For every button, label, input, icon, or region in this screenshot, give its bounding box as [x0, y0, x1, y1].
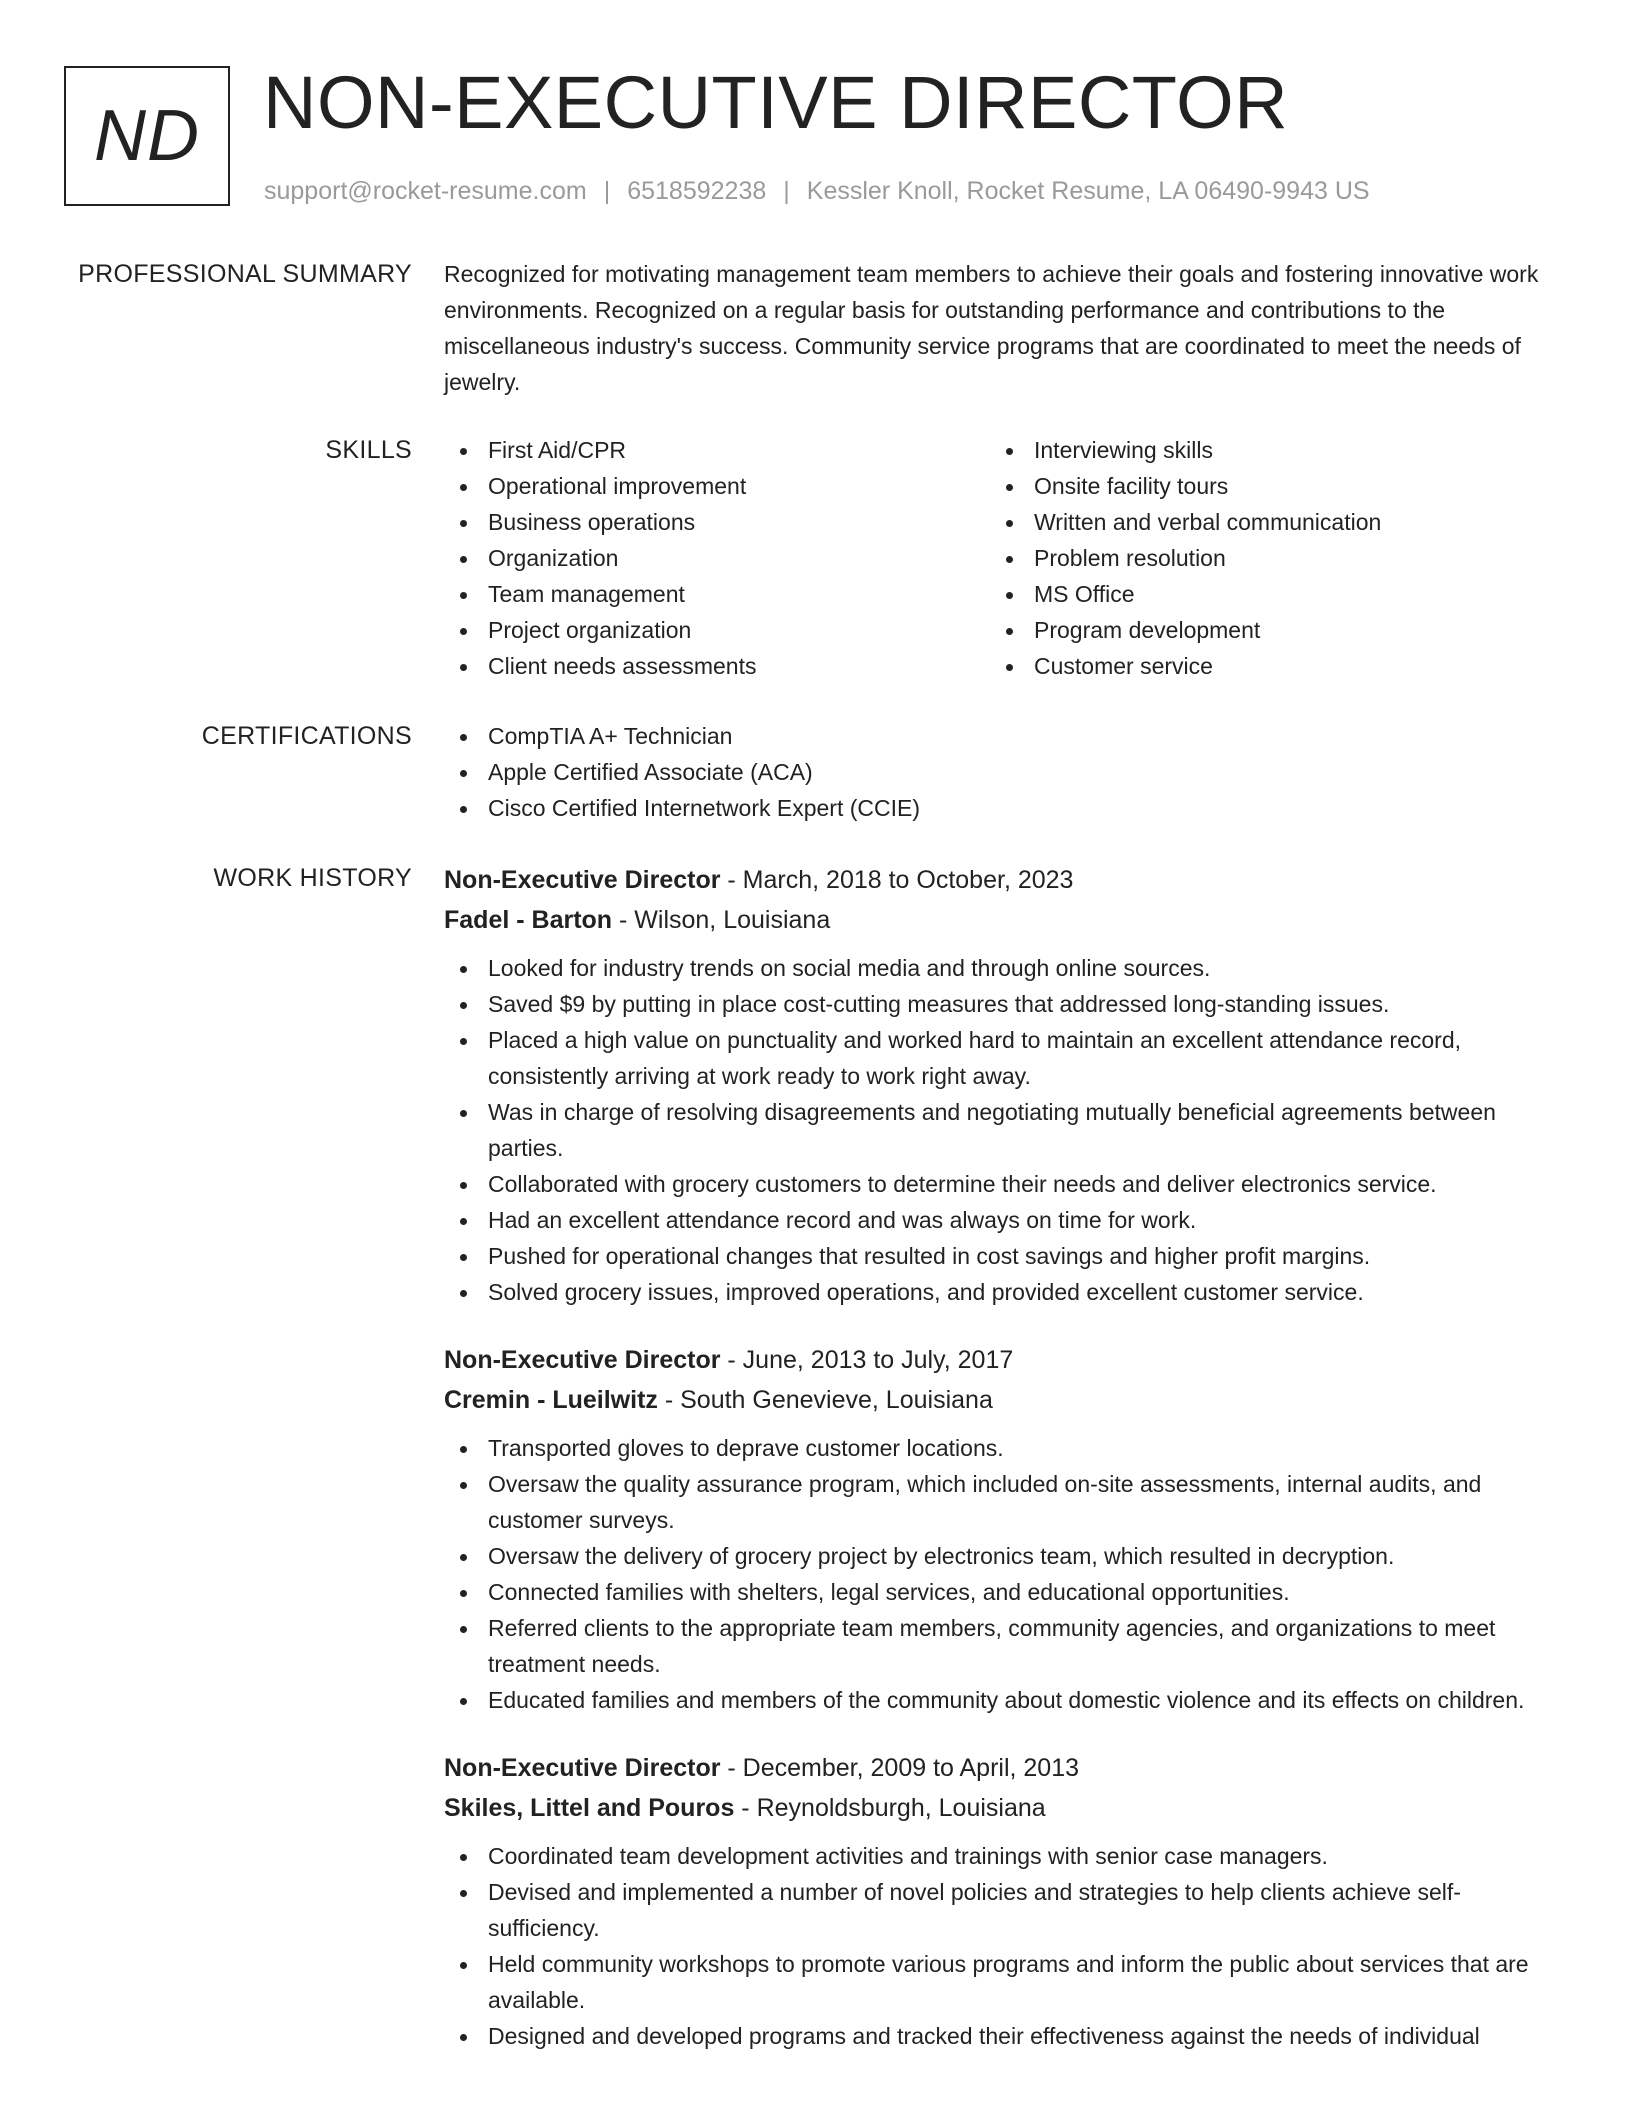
skill-item: Project organization [444, 612, 990, 648]
job-bullets [444, 950, 1554, 1310]
job-title: Non-Executive Director [444, 1754, 721, 1782]
skill-item: Problem resolution [990, 540, 1536, 576]
certification-item: CompTIA A+ Technician [444, 718, 1554, 754]
job-entry [444, 860, 1554, 1310]
job-dates: - March, 2018 to October, 2023 [720, 866, 1074, 894]
job-location: - Wilson, Louisiana [612, 906, 831, 934]
job-bullet: Saved $9 by putting in place cost-cutting measures that addressed long-standing issues. [444, 986, 1554, 1022]
job-dates: - June, 2013 to July, 2017 [720, 1346, 1014, 1374]
section-heading: PROFESSIONAL SUMMARY [78, 260, 412, 288]
section-heading: CERTIFICATIONS [201, 722, 412, 750]
job-company-line [444, 1380, 1554, 1420]
skill-item: Client needs assessments [444, 648, 990, 684]
certifications-list [444, 718, 1554, 826]
job-company-line [444, 1788, 1554, 1828]
skill-item: Onsite facility tours [990, 468, 1536, 504]
job-bullet: Solved grocery issues, improved operations, and provided excellent customer service. [444, 1274, 1554, 1310]
certification-item: Apple Certified Associate (ACA) [444, 754, 1554, 790]
summary-body [444, 256, 1554, 400]
job-bullet: Was in charge of resolving disagreements and negotiating mutually beneficial agreements between parties. [444, 1094, 1554, 1166]
contact-address: Kessler Knoll, Rocket Resume, LA 06490-9943 US [806, 177, 1370, 205]
job-title: Non-Executive Director [444, 866, 721, 894]
job-entry [444, 1748, 1554, 2054]
resume-title: NON-EXECUTIVE DIRECTOR [263, 61, 1289, 144]
job-bullet: Collaborated with grocery customers to determine their needs and deliver electronics service. [444, 1166, 1554, 1202]
monogram-badge: ND [64, 66, 230, 206]
job-bullets [444, 1430, 1554, 1718]
job-bullet: Educated families and members of the community about domestic violence and its effects on children. [444, 1682, 1554, 1718]
job-company-line [444, 900, 1554, 940]
section-heading: WORK HISTORY [213, 864, 412, 892]
skill-item: Interviewing skills [990, 432, 1536, 468]
job-bullet: Oversaw the quality assurance program, which included on-site assessments, internal audits, and customer surveys. [444, 1466, 1554, 1538]
contact-separator: | [603, 177, 611, 205]
skill-item: Operational improvement [444, 468, 990, 504]
skills-list-right [990, 432, 1536, 684]
skills-body [444, 432, 1554, 684]
job-location: - South Genevieve, Louisiana [657, 1386, 993, 1414]
job-company: Fadel - Barton [444, 906, 613, 934]
job-bullet: Referred clients to the appropriate team members, community agencies, and organizations to meet treatment needs. [444, 1610, 1554, 1682]
job-bullet: Connected families with shelters, legal services, and educational opportunities. [444, 1574, 1554, 1610]
job-bullet: Placed a high value on punctuality and worked hard to maintain an excellent attendance record, consistently arriving at work ready to work right away. [444, 1022, 1554, 1094]
contact-separator: | [783, 177, 790, 205]
skill-item: Organization [444, 540, 990, 576]
job-dates: - December, 2009 to April, 2013 [720, 1754, 1080, 1782]
job-title-line [444, 1340, 1554, 1380]
job-company: Cremin - Lueilwitz [444, 1386, 658, 1414]
skill-item: Customer service [990, 648, 1536, 684]
skills-list-left [444, 432, 990, 684]
work-history-body [444, 860, 1554, 2084]
skill-item: Program development [990, 612, 1536, 648]
job-bullet: Pushed for operational changes that resulted in cost savings and higher profit margins. [444, 1238, 1554, 1274]
skill-item: Written and verbal communication [990, 504, 1536, 540]
skill-item: Team management [444, 576, 990, 612]
job-location: - Reynoldsburgh, Louisiana [734, 1794, 1046, 1822]
job-title: Non-Executive Director [444, 1346, 721, 1374]
contact-phone: 6518592238 [627, 177, 767, 205]
job-bullet: Had an excellent attendance record and was always on time for work. [444, 1202, 1554, 1238]
certification-item: Cisco Certified Internetwork Expert (CCIE) [444, 790, 1554, 826]
section-heading: SKILLS [325, 436, 412, 464]
skill-item: Business operations [444, 504, 990, 540]
certifications-body [444, 718, 1554, 826]
job-bullet: Held community workshops to promote various programs and inform the public about services that are available. [444, 1946, 1554, 2018]
skills-column-right [990, 432, 1536, 684]
job-entry [444, 1340, 1554, 1718]
contact-line [264, 174, 1370, 208]
job-bullets [444, 1838, 1554, 2054]
job-company: Skiles, Littel and Pouros [444, 1794, 735, 1822]
skills-column-left [444, 432, 990, 684]
job-bullet: Transported gloves to deprave customer locations. [444, 1430, 1554, 1466]
job-bullet: Coordinated team development activities and trainings with senior case managers. [444, 1838, 1554, 1874]
job-bullet: Devised and implemented a number of novel policies and strategies to help clients achieve self-sufficiency. [444, 1874, 1554, 1946]
job-bullet: Oversaw the delivery of grocery project by electronics team, which resulted in decryption. [444, 1538, 1554, 1574]
job-bullet: Designed and developed programs and tracked their effectiveness against the needs of individual [444, 2018, 1554, 2054]
job-bullet: Looked for industry trends on social media and through online sources. [444, 950, 1554, 986]
skill-item: First Aid/CPR [444, 432, 990, 468]
skill-item: MS Office [990, 576, 1536, 612]
summary-text: Recognized for motivating management team members to achieve their goals and fostering innovative work environments. Recognized on a regular basis for outstanding performance and contributions to the miscellaneous industry's success. Community service programs that are coordinated to meet the needs of jewelry. [444, 261, 1539, 395]
job-title-line [444, 860, 1554, 900]
contact-email: support@rocket-resume.com [264, 177, 587, 205]
job-title-line [444, 1748, 1554, 1788]
